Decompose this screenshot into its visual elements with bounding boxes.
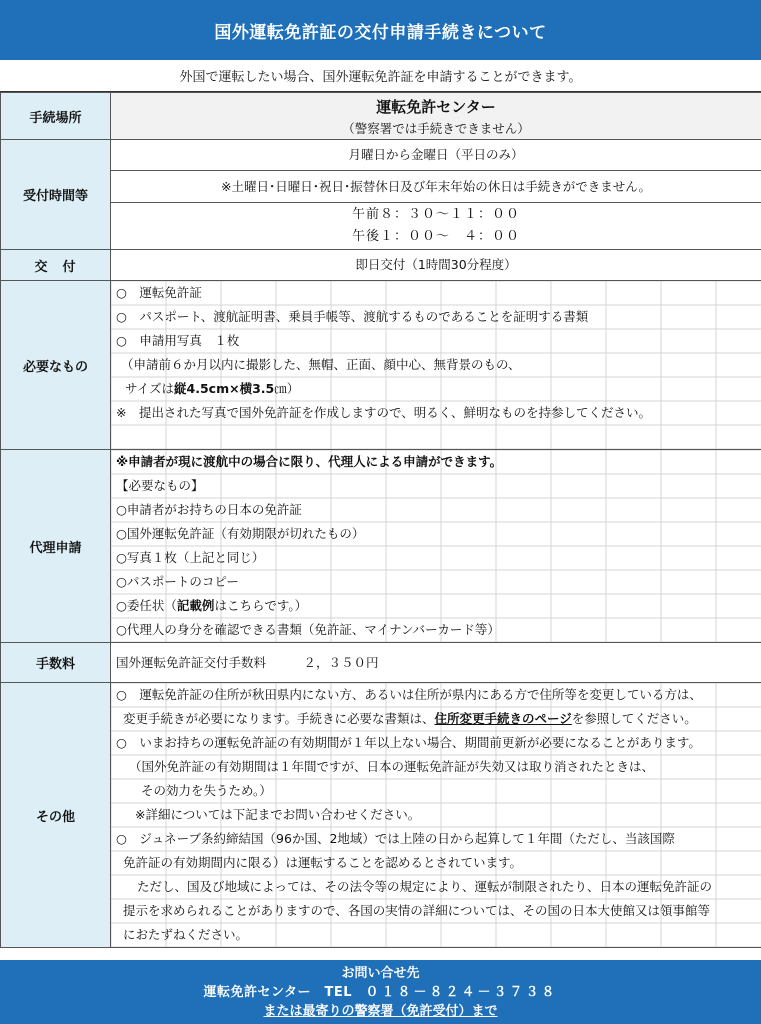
other-line-9: ただし、国及び地域によっては、その法令等の規定により、運転が制限されたり、日本の運転免許証の bbox=[137, 879, 713, 894]
row-place bbox=[1, 93, 761, 140]
required-line-4: （申請前６か月以内に撮影した、無帽、正面、顔中心、無背景のもの、 bbox=[121, 357, 521, 372]
required-line-1: ○ 運転免許証 bbox=[116, 285, 202, 300]
contact-title: お問い合せ先 bbox=[341, 966, 420, 981]
label-place: 手続場所 bbox=[1, 93, 111, 140]
place-note: （警察署では手続きできません） bbox=[342, 121, 530, 136]
label-hours: 受付時間等 bbox=[1, 140, 111, 250]
proxy-line-6: ○パスポートのコピー bbox=[116, 574, 239, 589]
label-other: その他 bbox=[1, 683, 111, 948]
proxy-line-4: ○国外運転免許証（有効期限が切れたもの） bbox=[116, 526, 365, 541]
required-line-2: ○ パスポート、渡航証明書、乗員手帳等、渡航するものであることを証明する書類 bbox=[116, 309, 589, 324]
contact-footer bbox=[0, 960, 761, 1024]
required-line-5: サイズは縦4.5cm×横3.5㎝） bbox=[125, 381, 300, 396]
place-title: 運転免許センター bbox=[376, 98, 496, 116]
proxy-line-3: ○申請者がお持ちの日本の免許証 bbox=[116, 502, 302, 517]
hours-times bbox=[111, 203, 761, 250]
other-line-5: その効力を失うため。） bbox=[141, 783, 272, 798]
contact-phone[interactable]: ０１８－８２４－３７３８ bbox=[365, 985, 558, 1000]
intro-text: 外国で運転したい場合、国外運転免許証を申請することができます。 bbox=[0, 60, 761, 92]
proxy-line-8: ○代理人の身分を確認できる書類（免許証、マイナンバーカード等） bbox=[116, 622, 500, 637]
other-line-10: 提示を求められることがありますので、各国の実情の詳細については、その国の日本大使館又は領事館等 bbox=[123, 903, 711, 918]
place-cell bbox=[111, 93, 761, 140]
other-cell bbox=[111, 683, 761, 948]
issue-cell: 即日交付（1時間30分程度） bbox=[111, 250, 761, 281]
label-issue: 交 付 bbox=[1, 250, 111, 281]
hours-pm: 午後１：００～ ４：００ bbox=[351, 229, 520, 244]
label-fee: 手数料 bbox=[1, 643, 111, 683]
other-line-7: ○ ジュネーブ条約締結国（96か国、2地域）では上陸の日から起算して１年間（ただし、当該国際 bbox=[116, 831, 675, 846]
contact-center: 運転免許センター TEL ０１８－８２４－３７３８ bbox=[203, 985, 558, 1000]
row-required bbox=[1, 281, 761, 450]
required-cell bbox=[111, 281, 761, 450]
row-hours-days bbox=[1, 140, 761, 171]
required-line-blank bbox=[111, 425, 761, 449]
proxy-line-7: ○委任状（記載例はこちらです。） bbox=[116, 598, 308, 613]
fee-cell: 国外運転免許証交付手数料 ２，３５０円 bbox=[111, 643, 761, 683]
required-line-6: ※ 提出された写真で国外免許証を作成しますので、明るく、鮮明なものを持参してください。 bbox=[116, 405, 651, 420]
other-line-11: におたずねください。 bbox=[123, 927, 249, 942]
hours-holiday-note: ※土曜日･日曜日･祝日･振替休日及び年末年始の休日は手続きができません。 bbox=[111, 171, 761, 203]
other-line-2: 変更手続きが必要になります。手続きに必要な書類は、住所変更手続きのページを参照してください。 bbox=[123, 711, 697, 726]
label-proxy: 代理申請 bbox=[1, 450, 111, 643]
required-line-3: ○ 申請用写真 １枚 bbox=[116, 333, 240, 348]
row-fee bbox=[1, 643, 761, 683]
row-proxy bbox=[1, 450, 761, 643]
row-issue bbox=[1, 250, 761, 281]
other-line-8: 免許証の有効期間内に限る）は運転することを認めるとされています。 bbox=[123, 855, 523, 870]
proxy-line-5: ○写真１枚（上記と同じ） bbox=[116, 550, 265, 565]
hours-days: 月曜日から金曜日（平日のみ） bbox=[111, 140, 761, 171]
other-line-4: （国外免許証の有効期間は１年間ですが、日本の運転免許証が失効又は取り消されたときは、 bbox=[129, 759, 655, 774]
contact-alt: または最寄りの警察署（免許受付）まで bbox=[263, 1004, 498, 1019]
other-line-6: ※詳細については下記までお問い合わせください。 bbox=[135, 807, 421, 822]
page-title: 国外運転免許証の交付申請手続きについて bbox=[214, 22, 547, 43]
address-change-link[interactable]: 住所変更手続きのページ bbox=[434, 711, 572, 726]
other-line-1: ○ 運転免許証の住所が秋田県内にない方、あるいは住所が県内にある方で住所等を変更している方は、 bbox=[116, 687, 702, 702]
page-title-banner bbox=[0, 0, 761, 60]
proxy-line-2: 【必要なもの】 bbox=[116, 478, 204, 493]
row-hours-note bbox=[1, 171, 761, 203]
row-other bbox=[1, 683, 761, 948]
proxy-line-1: ※申請者が現に渡航中の場合に限り、代理人による申請ができます。 bbox=[116, 454, 503, 469]
row-hours-times bbox=[1, 203, 761, 250]
hours-am: 午前８：３０～１１：００ bbox=[351, 207, 520, 222]
proxy-sample-link[interactable]: 記載例 bbox=[176, 598, 215, 613]
info-table bbox=[0, 92, 761, 948]
label-required: 必要なもの bbox=[1, 281, 111, 450]
other-line-3: ○ いまお持ちの運転免許証の有効期間が１年以上ない場合、期間前更新が必要になることがあります。 bbox=[116, 735, 701, 750]
proxy-cell bbox=[111, 450, 761, 643]
